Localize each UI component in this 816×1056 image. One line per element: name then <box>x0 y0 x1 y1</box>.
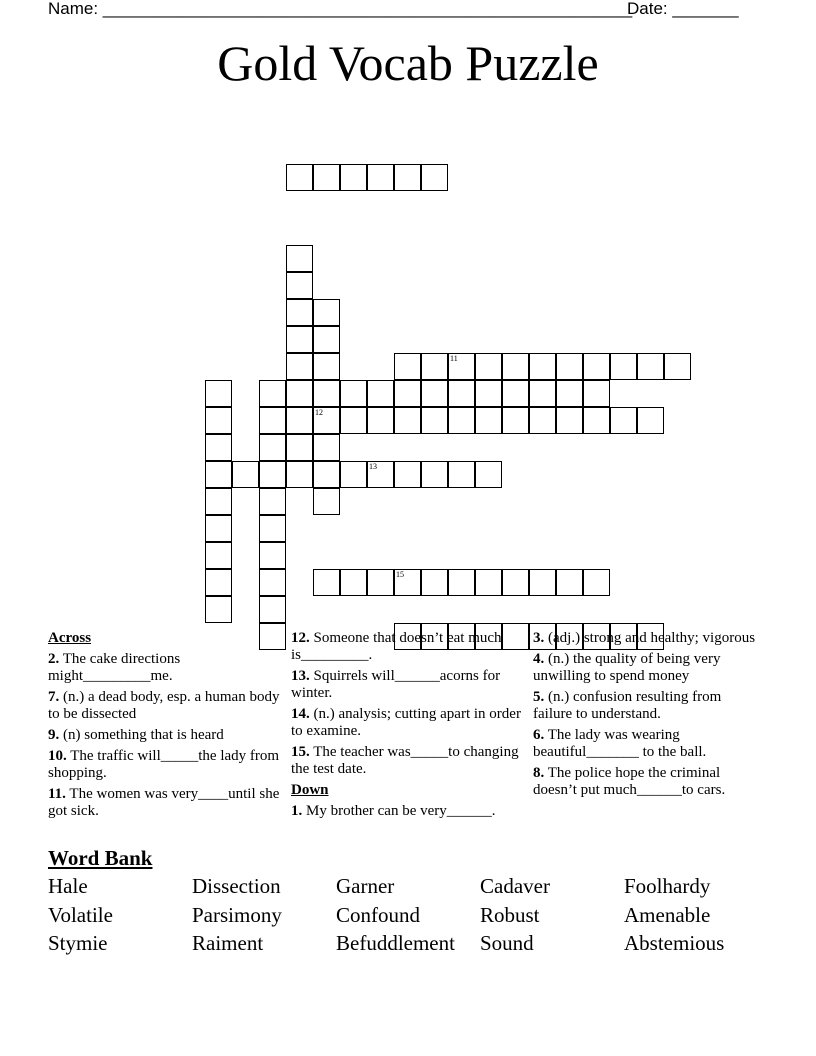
grid-cell[interactable] <box>286 434 313 461</box>
grid-cell[interactable] <box>556 407 583 434</box>
grid-cell[interactable] <box>394 353 421 380</box>
word-bank-item: Garner <box>336 874 395 898</box>
clue-item <box>291 630 526 664</box>
grid-cell[interactable] <box>286 299 313 326</box>
clue-number: 12 <box>315 408 323 417</box>
word-bank-item: Robust <box>480 903 540 927</box>
clue-item-text: (n.) the quality of being very unwilling to spend money <box>533 651 721 684</box>
grid-cell[interactable] <box>286 272 313 299</box>
clue-item <box>291 744 526 778</box>
grid-cell[interactable] <box>421 407 448 434</box>
grid-cell[interactable] <box>502 380 529 407</box>
grid-cell[interactable] <box>475 461 502 488</box>
grid-cell[interactable] <box>259 515 286 542</box>
grid-cell[interactable] <box>529 380 556 407</box>
clue-item-text: The traffic will_____the lady from shopping. <box>48 748 280 781</box>
clue-item-text: Squirrels will______acorns for winter. <box>291 668 501 701</box>
grid-cell[interactable] <box>529 407 556 434</box>
date-field-label: Date: _______ <box>627 0 739 18</box>
word-bank-item: Stymie <box>48 931 108 955</box>
grid-cell[interactable] <box>502 569 529 596</box>
clue-item <box>291 803 526 820</box>
grid-cell[interactable] <box>367 461 394 488</box>
grid-cell[interactable] <box>205 434 232 461</box>
clue-item-text: The police hope the criminal doesn’t put much______to cars. <box>533 765 726 798</box>
grid-cell[interactable] <box>232 461 259 488</box>
clue-item-number: 5. <box>533 689 545 705</box>
page-title: Gold Vocab Puzzle <box>217 35 599 91</box>
word-bank-item: Amenable <box>624 903 711 927</box>
grid-cell[interactable] <box>394 380 421 407</box>
clue-item-number: 9. <box>48 727 60 743</box>
clue-item-number: 14. <box>291 706 310 722</box>
grid-cell[interactable] <box>313 461 340 488</box>
word-bank-item: Confound <box>336 903 420 927</box>
down-heading: Down <box>291 782 329 798</box>
clue-item <box>48 651 283 685</box>
word-bank-item: Foolhardy <box>624 874 711 898</box>
clue-item-number: 3. <box>533 630 545 646</box>
grid-cell[interactable] <box>340 407 367 434</box>
grid-cell[interactable] <box>367 380 394 407</box>
grid-cell[interactable] <box>259 461 286 488</box>
grid-cell[interactable] <box>259 569 286 596</box>
grid-cell[interactable] <box>394 569 421 596</box>
grid-cell[interactable] <box>205 488 232 515</box>
clue-number: 11 <box>450 354 458 363</box>
grid-cell[interactable] <box>394 164 421 191</box>
grid-cell[interactable] <box>556 353 583 380</box>
clues-column-3 <box>533 630 758 803</box>
grid-cell[interactable] <box>502 353 529 380</box>
grid-cell[interactable] <box>313 407 340 434</box>
clue-item <box>48 786 283 820</box>
grid-cell[interactable] <box>448 407 475 434</box>
clue-item-text: The cake directions might_________me. <box>48 651 181 684</box>
grid-cell[interactable] <box>259 407 286 434</box>
grid-cell[interactable] <box>448 461 475 488</box>
grid-cell[interactable] <box>664 353 691 380</box>
grid-cell[interactable] <box>475 380 502 407</box>
word-bank-item: Parsimony <box>192 903 282 927</box>
grid-cell[interactable] <box>340 461 367 488</box>
clue-item <box>533 727 758 761</box>
grid-cell[interactable] <box>205 407 232 434</box>
grid-cell[interactable] <box>610 407 637 434</box>
grid-cell[interactable] <box>286 407 313 434</box>
word-bank-title: Word Bank <box>48 846 153 870</box>
grid-cell[interactable] <box>259 380 286 407</box>
grid-cell[interactable] <box>583 407 610 434</box>
grid-cell[interactable] <box>205 515 232 542</box>
grid-cell[interactable] <box>205 569 232 596</box>
clue-item <box>48 689 283 723</box>
grid-cell[interactable] <box>259 542 286 569</box>
word-bank-item: Cadaver <box>480 874 550 898</box>
clue-item-text: The women was very____until she got sick. <box>48 786 280 819</box>
clue-item <box>291 668 526 702</box>
down-clues-list-continued <box>533 630 758 799</box>
grid-cell[interactable] <box>313 434 340 461</box>
clue-item <box>291 706 526 740</box>
grid-cell[interactable] <box>205 380 232 407</box>
grid-cell[interactable] <box>421 164 448 191</box>
down-clues-list <box>291 803 526 820</box>
grid-cell[interactable] <box>556 569 583 596</box>
clue-item-number: 6. <box>533 727 545 743</box>
grid-cell[interactable] <box>394 461 421 488</box>
clue-item-number: 10. <box>48 748 67 764</box>
grid-cell[interactable] <box>367 164 394 191</box>
grid-cell[interactable] <box>205 596 232 623</box>
clue-item <box>533 689 758 723</box>
clue-item-number: 11. <box>48 786 66 802</box>
word-bank-item: Abstemious <box>624 931 725 955</box>
grid-cell[interactable] <box>394 407 421 434</box>
clue-item-number: 13. <box>291 668 310 684</box>
grid-cell[interactable] <box>286 326 313 353</box>
grid-cell[interactable] <box>421 353 448 380</box>
clue-item-number: 15. <box>291 744 310 760</box>
across-clues-list-continued <box>291 630 526 778</box>
grid-cell[interactable] <box>637 407 664 434</box>
clue-item <box>48 727 283 744</box>
grid-cell[interactable] <box>313 353 340 380</box>
grid-cell[interactable] <box>313 380 340 407</box>
clue-item <box>533 630 758 647</box>
grid-cell[interactable] <box>475 569 502 596</box>
clue-item-text: (n.) confusion resulting from failure to understand. <box>533 689 722 722</box>
clue-item-number: 2. <box>48 651 60 667</box>
clue-item-number: 7. <box>48 689 60 705</box>
grid-cell[interactable] <box>421 569 448 596</box>
grid-cell[interactable] <box>286 245 313 272</box>
grid-cell[interactable] <box>421 380 448 407</box>
grid-cell[interactable] <box>583 569 610 596</box>
clues-column-2 <box>291 630 526 824</box>
clue-number: 15 <box>396 570 404 579</box>
clue-item-number: 1. <box>291 803 303 819</box>
name-field-label: Name: ________________________________________________________ <box>48 0 633 18</box>
grid-cell[interactable] <box>313 326 340 353</box>
grid-cell[interactable] <box>205 461 232 488</box>
grid-cell[interactable] <box>340 164 367 191</box>
grid-cell[interactable] <box>340 380 367 407</box>
clue-number: 13 <box>369 462 377 471</box>
grid-cell[interactable] <box>259 434 286 461</box>
clue-item <box>48 748 283 782</box>
clue-item-text: (n) something that is heard <box>59 727 224 743</box>
clue-item-text: (adj.) strong and healthy; vigorous <box>544 630 756 646</box>
grid-cell[interactable] <box>448 380 475 407</box>
grid-cell[interactable] <box>286 461 313 488</box>
across-clues-list <box>48 651 283 820</box>
grid-cell[interactable] <box>313 488 340 515</box>
grid-cell[interactable] <box>448 353 475 380</box>
grid-cell[interactable] <box>313 569 340 596</box>
clue-item-text: (n.) a dead body, esp. a human body to be dissected <box>48 689 280 722</box>
grid-cell[interactable] <box>421 461 448 488</box>
grid-cell[interactable] <box>313 299 340 326</box>
clue-item-text: My brother can be very______. <box>302 803 496 819</box>
clue-item <box>533 651 758 685</box>
grid-cell[interactable] <box>367 569 394 596</box>
clue-item <box>533 765 758 799</box>
grid-cell[interactable] <box>529 569 556 596</box>
grid-cell[interactable] <box>583 353 610 380</box>
grid-cell[interactable] <box>475 353 502 380</box>
word-bank-item: Hale <box>48 874 88 898</box>
grid-cell[interactable] <box>448 569 475 596</box>
grid-cell[interactable] <box>583 380 610 407</box>
grid-cell[interactable] <box>529 353 556 380</box>
word-bank-item: Sound <box>480 931 534 955</box>
grid-cell[interactable] <box>205 542 232 569</box>
clues-column-1 <box>48 630 283 824</box>
clue-item-number: 4. <box>533 651 545 667</box>
clue-item-number: 8. <box>533 765 545 781</box>
clue-item-text: The teacher was_____to changing the test date. <box>291 744 519 777</box>
word-bank-item: Raiment <box>192 931 264 955</box>
grid-cell[interactable] <box>286 353 313 380</box>
grid-cell[interactable] <box>259 488 286 515</box>
grid-cell[interactable] <box>367 407 394 434</box>
clue-item-text: (n.) analysis; cutting apart in order to examine. <box>291 706 521 739</box>
clue-item-number: 12. <box>291 630 310 646</box>
word-bank-item: Volatile <box>48 903 113 927</box>
grid-cell[interactable] <box>313 164 340 191</box>
grid-cell[interactable] <box>340 569 367 596</box>
word-bank-item: Befuddlement <box>336 931 455 955</box>
grid-cell[interactable] <box>259 596 286 623</box>
grid-cell[interactable] <box>475 407 502 434</box>
clue-item-text: Someone that doesn’t eat much is_________. <box>291 630 502 663</box>
clue-item-text: The lady was wearing beautiful_______ to the ball. <box>533 727 707 760</box>
grid-cell[interactable] <box>286 380 313 407</box>
grid-cell[interactable] <box>556 380 583 407</box>
grid-cell[interactable] <box>502 407 529 434</box>
grid-cell[interactable] <box>286 164 313 191</box>
word-bank-item: Dissection <box>192 874 281 898</box>
grid-cell[interactable] <box>610 353 637 380</box>
grid-cell[interactable] <box>637 353 664 380</box>
across-heading: Across <box>48 630 92 646</box>
